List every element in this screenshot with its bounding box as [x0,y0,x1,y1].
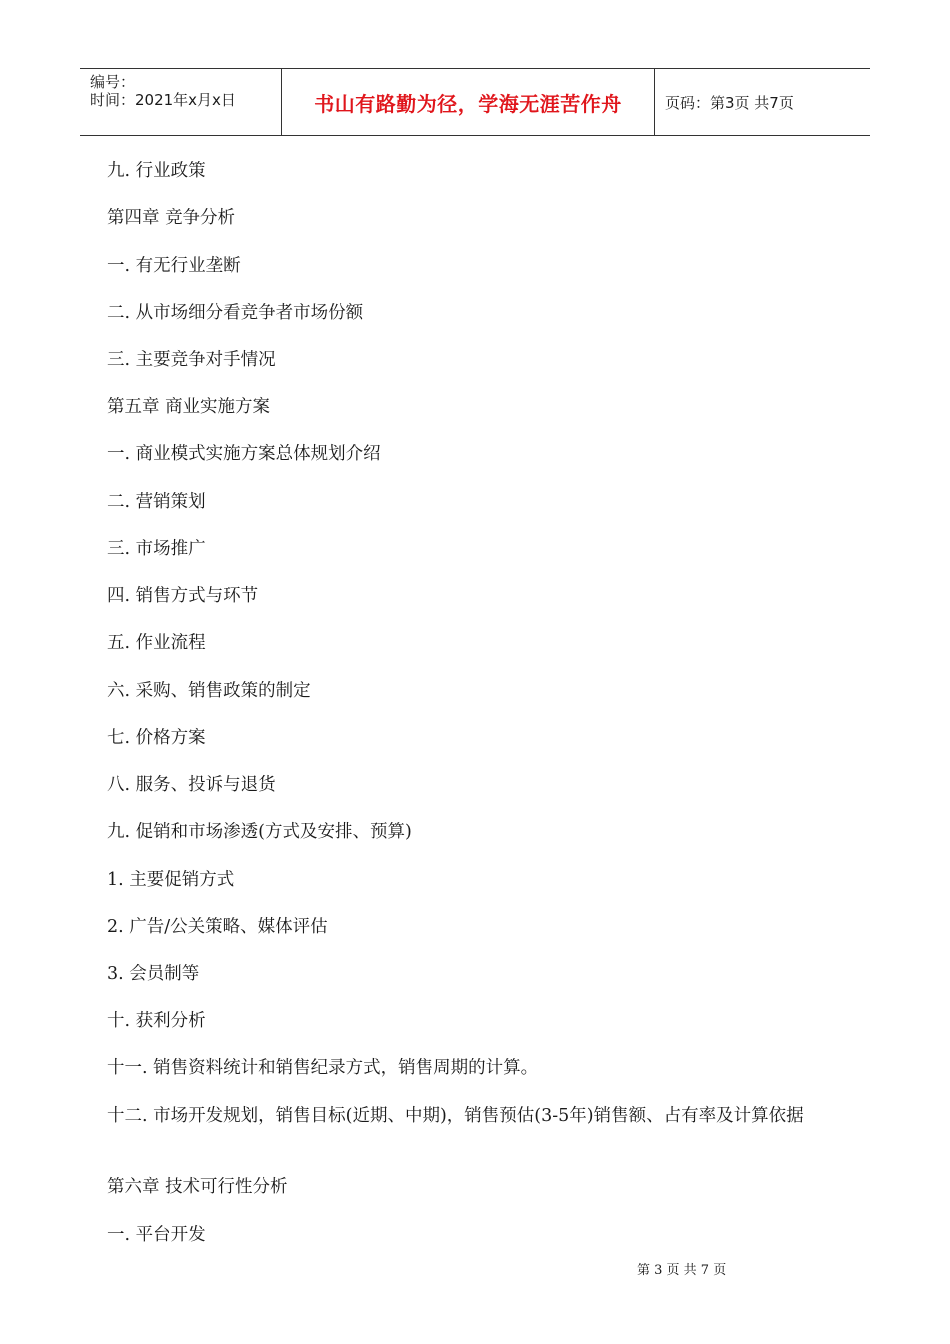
toc-line: 四. 销售方式与环节 [107,586,259,606]
toc-line: 三. 市场推广 [107,539,206,559]
page-info: 页码：第3页 共7页 [665,93,794,112]
toc-line: 一. 商业模式实施方案总体规划介绍 [107,444,381,464]
header-page-cell [655,69,870,135]
header-motto-cell [282,69,655,135]
toc-line: 1. 主要促销方式 [107,870,235,890]
toc-line: 九. 促销和市场渗透(方式及安排、预算) [107,822,412,842]
wrapped-paragraph: 十二. 市场开发规划，销售目标(近期、中期)，销售预估(3-5年)销售额、占有率及计算依据 [107,1106,804,1126]
toc-line: 二. 营销策划 [107,492,206,512]
toc-line: 八. 服务、投诉与退货 [107,775,276,795]
toc-line: 3. 会员制等 [107,964,200,984]
header-meta-cell [80,69,282,135]
toc-line: 三. 主要竞争对手情况 [107,350,276,370]
toc-line: 一. 有无行业垄断 [107,256,241,276]
toc-line: 2. 广告/公关策略、媒体评估 [107,917,328,937]
toc-line: 二. 从市场细分看竞争者市场份额 [107,303,364,323]
toc-line: 五. 作业流程 [107,633,206,653]
toc-line: 六. 采购、销售政策的制定 [107,681,311,701]
chapter-heading: 第六章 技术可行性分析 [107,1177,288,1197]
number-label: 编号： [90,73,136,91]
toc-line: 十. 获利分析 [107,1011,206,1031]
chapter-heading: 第五章 商业实施方案 [107,397,271,417]
toc-line: 一. 平台开发 [107,1225,206,1245]
motto-text: 书山有路勤为径，学海无涯苦作舟 [314,91,622,116]
document-header [80,68,870,136]
toc-line: 十一. 销售资料统计和销售纪录方式，销售周期的计算。 [107,1058,539,1078]
toc-line: 九. 行业政策 [107,161,206,181]
date-line: 时间：2021年x月x日 [90,91,236,109]
chapter-heading: 第四章 竞争分析 [107,208,236,228]
toc-line: 七. 价格方案 [107,728,206,748]
page-footer: 第 3 页 共 7 页 [637,1263,727,1278]
